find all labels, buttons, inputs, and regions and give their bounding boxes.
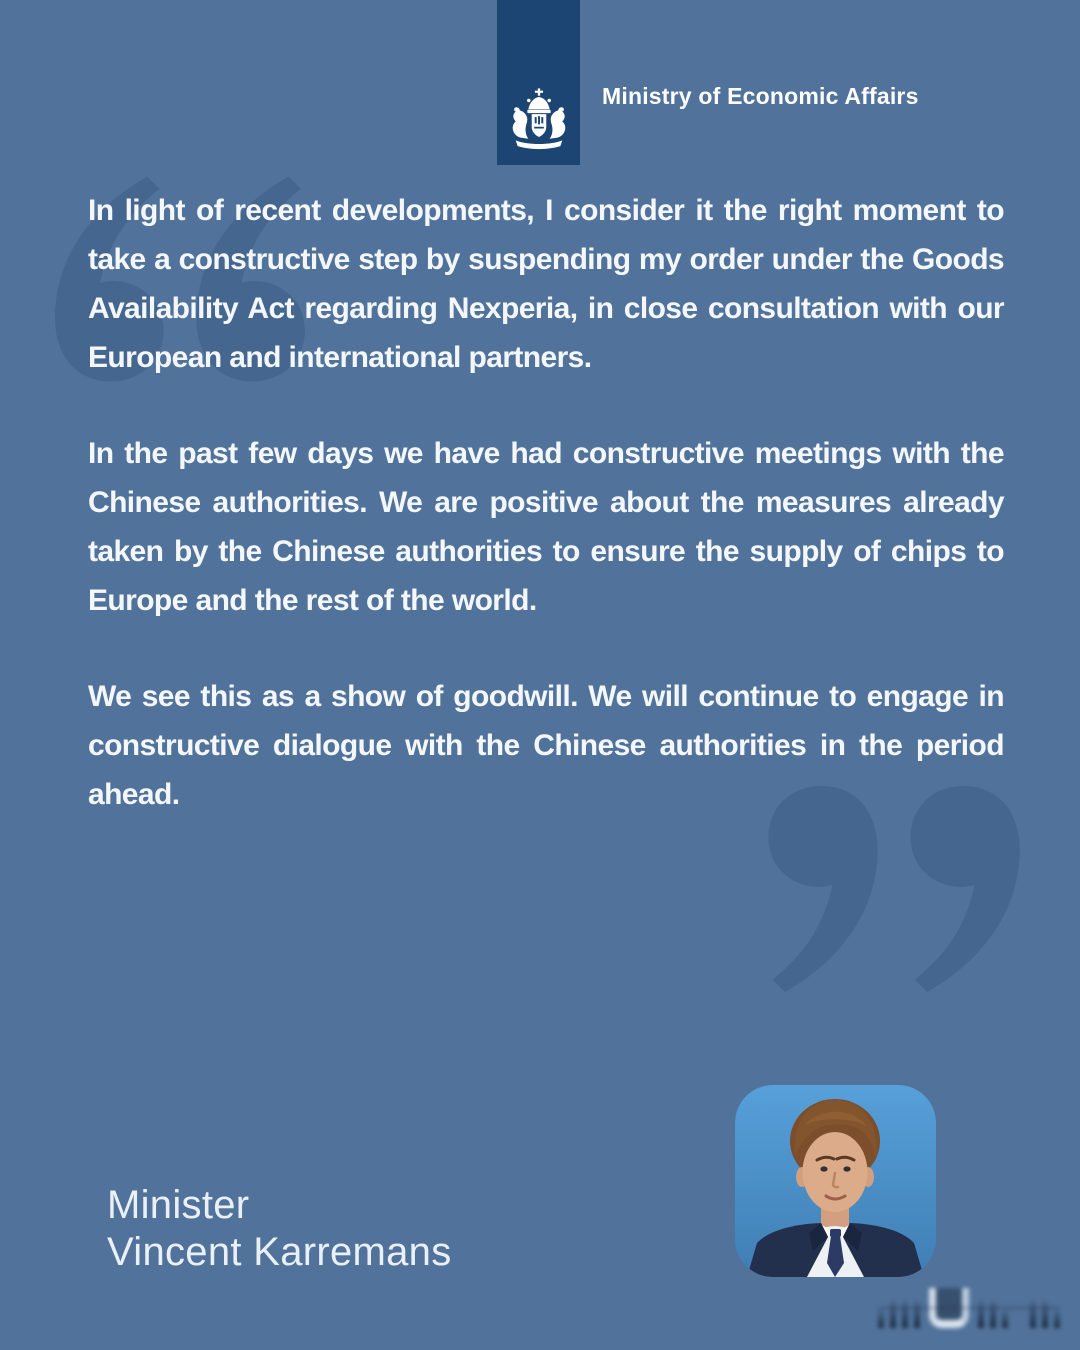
watermark-stroke <box>890 1300 896 1328</box>
watermark-stroke <box>914 1300 920 1328</box>
watermark-stroke <box>1030 1300 1036 1328</box>
signature-block <box>107 1182 452 1276</box>
minister-title: Minister <box>107 1183 250 1227</box>
minister-name: Vincent Karremans <box>107 1230 452 1274</box>
watermark-stroke <box>902 1300 908 1328</box>
watermark-line <box>878 1307 1060 1309</box>
quote-paragraph-1: In light of recent developments, I consider it the right moment to take a constructive step by suspending my order under the Goods Availability Act regarding Nexperia, in close consultation with our European and international partners. <box>88 194 1004 374</box>
watermark-stroke <box>990 1300 996 1328</box>
watermark-stroke <box>1042 1300 1048 1328</box>
ministry-name: Ministry of Economic Affairs <box>602 83 919 109</box>
close-quote-icon <box>760 786 1022 992</box>
watermark-stroke <box>1002 1310 1008 1328</box>
watermark-stroke <box>878 1310 884 1328</box>
watermark-stroke <box>1054 1310 1060 1328</box>
blurred-watermark <box>878 1290 1060 1328</box>
portrait-illustration <box>735 1085 936 1277</box>
dutch-coat-of-arms-icon <box>506 87 572 151</box>
quote-text <box>88 186 1004 819</box>
minister-portrait-photo <box>735 1085 936 1277</box>
quote-paragraph-3: We see this as a show of goodwill. We will continue to engage in constructive dialogue with the Chinese authorities in the period ahead. <box>88 680 1004 811</box>
quote-paragraph-2: In the past few days we have had constructive meetings with the Chinese authorities. We are positive about the measures already taken by the Chinese authorities to ensure the supply of chips to Europe and the rest of the world. <box>88 437 1004 617</box>
watermark-stroke <box>978 1300 984 1328</box>
government-logo-banner <box>497 0 580 165</box>
